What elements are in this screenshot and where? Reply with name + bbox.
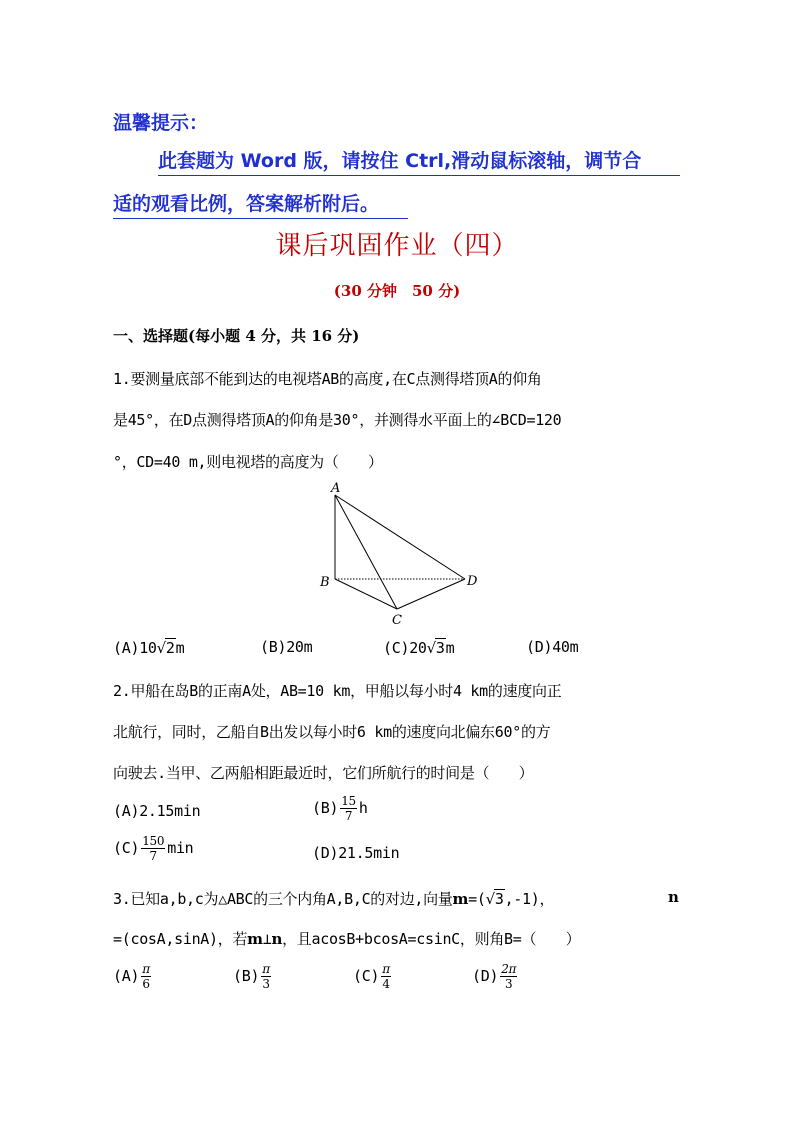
q3-option-c-label: (C) xyxy=(353,967,380,985)
q1-option-a-unit: m xyxy=(175,639,185,657)
q3-option-c-fraction xyxy=(381,962,391,991)
q3-line-2-post: ，且acosB+bcosA=csinC，则角B=（ ） xyxy=(282,930,581,948)
q3-option-a-label: (A) xyxy=(113,967,140,985)
fraction-denominator: 3 xyxy=(504,977,513,991)
q1-option-d[interactable]: (D)40m xyxy=(526,638,579,656)
q1-option-a-radicand: 2 xyxy=(165,639,175,657)
fraction-numerator: π xyxy=(382,962,390,976)
q3-option-b[interactable] xyxy=(233,962,273,991)
q1-option-a-text: (A)10 xyxy=(113,639,157,657)
vector-n: n xyxy=(271,930,283,948)
q1-line-3: °，CD=40 m,则电视塔的高度为（ ） xyxy=(113,453,383,471)
q3-line-1-text: 3.已知a,b,c为△ABC的三个内角A,B,C的对边,向量 xyxy=(113,890,453,908)
q3-line-2-pre: =(cosA,sinA)，若 xyxy=(113,930,248,948)
q1-option-a[interactable] xyxy=(113,638,184,657)
q3-option-b-fraction xyxy=(261,962,271,991)
q2-line-2: 北航行，同时，乙船自B出发以每小时6 km的速度向北偏东60°的方 xyxy=(113,723,551,741)
q2-option-c-fraction xyxy=(141,834,165,863)
vector-n: n xyxy=(668,888,679,906)
vector-m: m xyxy=(452,890,469,908)
fraction-numerator: π xyxy=(142,962,150,976)
sqrt-sign: √ xyxy=(156,639,166,657)
edge-ad xyxy=(335,495,465,579)
fraction-numerator: 150 xyxy=(142,834,165,848)
q2-option-c-unit: min xyxy=(167,839,194,857)
q3-option-a[interactable] xyxy=(113,962,153,991)
q1-figure xyxy=(315,478,485,628)
q1-option-c-text: (C)20 xyxy=(383,639,427,657)
page-title: 课后巩固作业（四） xyxy=(275,231,519,261)
q2-option-a[interactable]: (A)2.15min xyxy=(113,802,201,820)
q3-line-1-post: ,-1)， xyxy=(504,890,555,908)
q3-option-d[interactable] xyxy=(472,962,519,991)
q2-option-b-fraction xyxy=(340,794,357,823)
edge-ac xyxy=(335,495,397,609)
q1-line-2: 是45°，在D点测得塔顶A的仰角是30°，并测得水平面上的∠BCD=120 xyxy=(113,411,562,429)
fraction-denominator: 7 xyxy=(344,809,353,823)
q2-option-b-label: (B) xyxy=(312,799,339,817)
edge-cd xyxy=(397,579,465,609)
q1-option-c-unit: m xyxy=(445,639,455,657)
q3-line-1-mid: =( xyxy=(468,890,486,908)
fraction-denominator: 4 xyxy=(382,977,390,991)
tip-line-1: 此套题为 Word 版，请按住 Ctrl,滑动鼠标滚轴，调节合 xyxy=(158,147,680,176)
q3-radicand: 3 xyxy=(494,890,504,908)
label-c: C xyxy=(392,613,402,628)
sqrt-sign: √ xyxy=(426,639,436,657)
section-heading: 一、选择题(每小题 4 分，共 16 分) xyxy=(113,327,360,345)
q2-option-b-unit: h xyxy=(358,799,368,817)
q3-option-c[interactable] xyxy=(353,962,393,991)
sqrt-sign: √ xyxy=(485,890,495,908)
q2-option-c-label: (C) xyxy=(113,839,140,857)
label-d: D xyxy=(467,574,478,589)
fraction-numerator: π xyxy=(262,962,270,976)
fraction-denominator: 6 xyxy=(142,977,150,991)
page-subtitle: (30 分钟 50 分) xyxy=(333,282,461,300)
fraction-numerator: 2π xyxy=(501,962,517,976)
q2-option-b[interactable] xyxy=(312,794,368,823)
q3-line-2 xyxy=(113,928,580,949)
fraction-denominator: 7 xyxy=(149,849,157,863)
q3-option-d-fraction xyxy=(500,962,517,991)
q1-option-c-radicand: 3 xyxy=(435,639,445,657)
q3-option-d-label: (D) xyxy=(472,967,499,985)
q1-option-c[interactable] xyxy=(383,638,454,657)
q2-line-3: 向驶去.当甲、乙两船相距最近时，它们所航行的时间是（ ） xyxy=(113,764,534,782)
q1-line-1: 1.要测量底部不能到达的电视塔AB的高度,在C点测得塔顶A的仰角 xyxy=(113,370,542,388)
q2-option-d[interactable]: (D)21.5min xyxy=(312,844,400,862)
q3-option-a-fraction xyxy=(141,962,151,991)
q2-option-c[interactable] xyxy=(113,834,193,863)
q3-option-b-label: (B) xyxy=(233,967,260,985)
fraction-numerator: 15 xyxy=(341,794,356,808)
perp-symbol: ⊥ xyxy=(262,930,272,948)
q2-line-1: 2.甲船在岛B的正南A处，AB=10 km，甲船以每小时4 km的速度向正 xyxy=(113,682,562,700)
tip-title: 温馨提示： xyxy=(113,112,209,134)
q1-option-b[interactable]: (B)20m xyxy=(260,638,313,656)
tip-line-2: 适的观看比例，答案解析附后。 xyxy=(113,190,408,219)
vector-m: m xyxy=(247,930,263,948)
fraction-denominator: 3 xyxy=(262,977,270,991)
label-a: A xyxy=(331,481,341,496)
edge-bc xyxy=(335,579,397,609)
q3-line-1 xyxy=(113,888,554,909)
label-b: B xyxy=(320,575,330,590)
